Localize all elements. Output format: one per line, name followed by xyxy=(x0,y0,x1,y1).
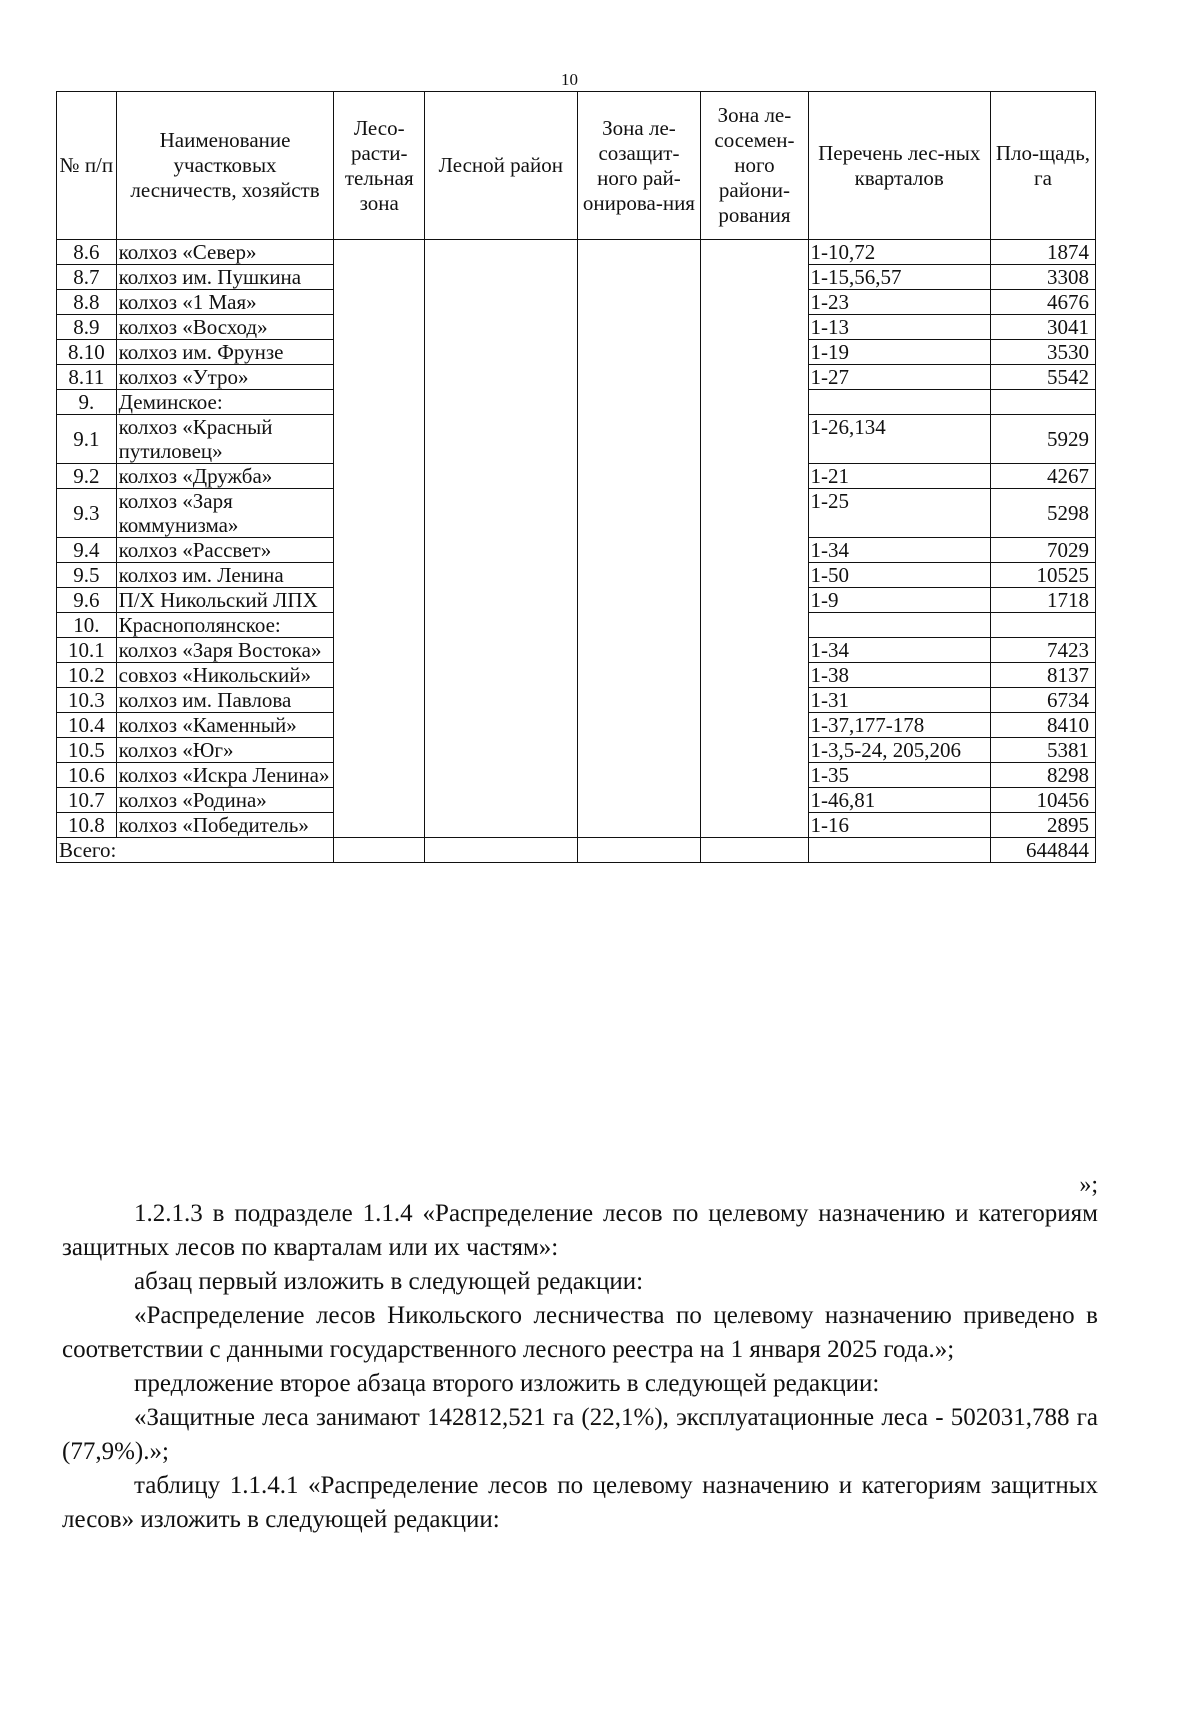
row-number: 10.8 xyxy=(57,813,117,838)
row-protection-zone xyxy=(577,638,701,663)
row-number: 10.4 xyxy=(57,713,117,738)
row-quarters: 1-50 xyxy=(808,563,990,588)
row-vegetation-zone xyxy=(334,713,425,738)
closing-quote: »; xyxy=(1079,1172,1098,1198)
row-protection-zone xyxy=(577,613,701,638)
row-area: 5542 xyxy=(990,365,1095,390)
paragraph: абзац первый изложить в следующей редакции: xyxy=(134,1268,644,1295)
row-number: 8.10 xyxy=(57,340,117,365)
row-seed-zone xyxy=(701,713,808,738)
paragraph: «Распределение лесов Никольского лесничества по целевому назначению приведено в соответствии с данными государственного лесного реестра на 1 января 2025 года.»; xyxy=(62,1302,1098,1363)
row-quarters: 1-3,5-24, 205,206 xyxy=(808,738,990,763)
row-name: колхоз им. Ленина xyxy=(116,563,334,588)
table-row xyxy=(57,613,1096,638)
row-vegetation-zone xyxy=(334,788,425,813)
row-seed-zone xyxy=(701,489,808,538)
row-area xyxy=(990,613,1095,638)
row-quarters: 1-38 xyxy=(808,663,990,688)
row-seed-zone xyxy=(701,290,808,315)
paragraph: таблицу 1.1.4.1 «Распределение лесов по целевому назначению и категориям защитных лесов» изложить в следующей редакции: xyxy=(62,1472,1098,1533)
row-protection-zone xyxy=(577,240,701,265)
row-forest-region xyxy=(425,788,578,813)
table-row xyxy=(57,340,1096,365)
row-name: колхоз им. Фрунзе xyxy=(116,340,334,365)
row-quarters: 1-26,134 xyxy=(808,415,990,464)
row-forest-region xyxy=(425,688,578,713)
row-quarters: 1-34 xyxy=(808,538,990,563)
row-area: 5929 xyxy=(990,415,1095,464)
table-row xyxy=(57,315,1096,340)
row-quarters: 1-34 xyxy=(808,638,990,663)
table-row xyxy=(57,813,1096,838)
row-number: 8.11 xyxy=(57,365,117,390)
row-protection-zone xyxy=(577,489,701,538)
row-forest-region xyxy=(425,763,578,788)
total-empty-cell xyxy=(701,838,808,863)
row-protection-zone xyxy=(577,415,701,464)
row-protection-zone xyxy=(577,788,701,813)
row-area: 1874 xyxy=(990,240,1095,265)
row-protection-zone xyxy=(577,563,701,588)
row-protection-zone xyxy=(577,365,701,390)
row-vegetation-zone xyxy=(334,240,425,265)
table-row xyxy=(57,788,1096,813)
row-protection-zone xyxy=(577,538,701,563)
row-number: 10.6 xyxy=(57,763,117,788)
row-forest-region xyxy=(425,390,578,415)
row-quarters: 1-25 xyxy=(808,489,990,538)
row-vegetation-zone xyxy=(334,365,425,390)
total-empty-cell xyxy=(334,838,425,863)
row-quarters: 1-9 xyxy=(808,588,990,613)
table-row xyxy=(57,265,1096,290)
row-forest-region xyxy=(425,588,578,613)
row-forest-region xyxy=(425,813,578,838)
row-seed-zone xyxy=(701,240,808,265)
row-forest-region xyxy=(425,613,578,638)
row-quarters: 1-19 xyxy=(808,340,990,365)
row-area: 3530 xyxy=(990,340,1095,365)
row-area: 5298 xyxy=(990,489,1095,538)
row-name: колхоз им. Павлова xyxy=(116,688,334,713)
row-forest-region xyxy=(425,563,578,588)
header-seed-zone: Зона ле-сосемен-ного райони-рования xyxy=(701,92,808,240)
row-name: Краснополянское: xyxy=(116,613,334,638)
table-row xyxy=(57,464,1096,489)
row-protection-zone xyxy=(577,315,701,340)
row-area: 8410 xyxy=(990,713,1095,738)
row-vegetation-zone xyxy=(334,663,425,688)
row-name: совхоз «Никольский» xyxy=(116,663,334,688)
row-name: колхоз «Утро» xyxy=(116,365,334,390)
row-name: колхоз «1 Мая» xyxy=(116,290,334,315)
row-name: колхоз «Родина» xyxy=(116,788,334,813)
row-seed-zone xyxy=(701,613,808,638)
table-row xyxy=(57,365,1096,390)
row-vegetation-zone xyxy=(334,638,425,663)
row-protection-zone xyxy=(577,688,701,713)
row-seed-zone xyxy=(701,538,808,563)
row-number: 9.3 xyxy=(57,489,117,538)
row-name: колхоз «Искра Ленина» xyxy=(116,763,334,788)
row-area: 5381 xyxy=(990,738,1095,763)
total-empty-cell xyxy=(425,838,578,863)
row-seed-zone xyxy=(701,663,808,688)
row-number: 10.7 xyxy=(57,788,117,813)
total-label: Всего: xyxy=(57,838,334,863)
row-forest-region xyxy=(425,365,578,390)
row-area: 10525 xyxy=(990,563,1095,588)
row-protection-zone xyxy=(577,390,701,415)
row-seed-zone xyxy=(701,638,808,663)
row-number: 9.2 xyxy=(57,464,117,489)
row-number: 9.4 xyxy=(57,538,117,563)
row-vegetation-zone xyxy=(334,738,425,763)
row-seed-zone xyxy=(701,788,808,813)
row-quarters: 1-35 xyxy=(808,763,990,788)
paragraph: 1.2.1.3 в подразделе 1.1.4 «Распределение лесов по целевому назначению и категориям защитных лесов по кварталам или их частям»: xyxy=(62,1200,1098,1261)
row-vegetation-zone xyxy=(334,315,425,340)
row-area: 3041 xyxy=(990,315,1095,340)
table-header-row xyxy=(57,92,1096,240)
row-area: 3308 xyxy=(990,265,1095,290)
row-vegetation-zone xyxy=(334,489,425,538)
row-protection-zone xyxy=(577,663,701,688)
row-name: колхоз «Победитель» xyxy=(116,813,334,838)
row-quarters xyxy=(808,613,990,638)
row-quarters: 1-37,177-178 xyxy=(808,713,990,738)
row-seed-zone xyxy=(701,265,808,290)
table-row xyxy=(57,290,1096,315)
row-protection-zone xyxy=(577,813,701,838)
row-number: 10.5 xyxy=(57,738,117,763)
row-seed-zone xyxy=(701,390,808,415)
row-vegetation-zone xyxy=(334,588,425,613)
row-name: колхоз «Красный путиловец» xyxy=(116,415,334,464)
table-row xyxy=(57,563,1096,588)
row-seed-zone xyxy=(701,813,808,838)
table-row xyxy=(57,713,1096,738)
row-name: колхоз «Юг» xyxy=(116,738,334,763)
row-vegetation-zone xyxy=(334,688,425,713)
row-name: колхоз «Рассвет» xyxy=(116,538,334,563)
row-name: колхоз «Заря Востока» xyxy=(116,638,334,663)
row-forest-region xyxy=(425,738,578,763)
row-name: колхоз «Север» xyxy=(116,240,334,265)
row-vegetation-zone xyxy=(334,464,425,489)
row-vegetation-zone xyxy=(334,613,425,638)
table-row xyxy=(57,663,1096,688)
page-number: 10 xyxy=(561,70,578,89)
row-quarters: 1-23 xyxy=(808,290,990,315)
row-quarters: 1-31 xyxy=(808,688,990,713)
row-forest-region xyxy=(425,663,578,688)
row-forest-region xyxy=(425,489,578,538)
row-area: 7423 xyxy=(990,638,1095,663)
row-forest-region xyxy=(425,415,578,464)
row-vegetation-zone xyxy=(334,763,425,788)
table-row xyxy=(57,588,1096,613)
row-seed-zone xyxy=(701,415,808,464)
header-vegetation-zone: Лесо-расти-тельная зона xyxy=(334,92,425,240)
header-quarters: Перечень лес-ных кварталов xyxy=(808,92,990,240)
row-forest-region xyxy=(425,638,578,663)
row-forest-region xyxy=(425,340,578,365)
row-area: 4676 xyxy=(990,290,1095,315)
table-row xyxy=(57,738,1096,763)
row-seed-zone xyxy=(701,763,808,788)
row-vegetation-zone xyxy=(334,390,425,415)
table-total-row xyxy=(57,838,1096,863)
table-row xyxy=(57,240,1096,265)
row-forest-region xyxy=(425,240,578,265)
row-forest-region xyxy=(425,315,578,340)
row-name: Деминское: xyxy=(116,390,334,415)
row-area: 4267 xyxy=(990,464,1095,489)
row-protection-zone xyxy=(577,340,701,365)
row-protection-zone xyxy=(577,738,701,763)
row-protection-zone xyxy=(577,763,701,788)
row-vegetation-zone xyxy=(334,340,425,365)
row-vegetation-zone xyxy=(334,813,425,838)
row-quarters: 1-27 xyxy=(808,365,990,390)
row-seed-zone xyxy=(701,738,808,763)
row-quarters: 1-21 xyxy=(808,464,990,489)
row-quarters: 1-13 xyxy=(808,315,990,340)
total-empty-cell xyxy=(808,838,990,863)
row-forest-region xyxy=(425,290,578,315)
row-area: 6734 xyxy=(990,688,1095,713)
table-row xyxy=(57,638,1096,663)
table-row xyxy=(57,390,1096,415)
header-number: № п/п xyxy=(57,92,117,240)
row-name: колхоз «Восход» xyxy=(116,315,334,340)
total-area: 644844 xyxy=(990,838,1095,863)
row-quarters: 1-16 xyxy=(808,813,990,838)
row-area: 8298 xyxy=(990,763,1095,788)
row-name: колхоз «Каменный» xyxy=(116,713,334,738)
row-forest-region xyxy=(425,538,578,563)
row-area: 2895 xyxy=(990,813,1095,838)
row-number: 10.2 xyxy=(57,663,117,688)
row-number: 10.3 xyxy=(57,688,117,713)
row-number: 8.9 xyxy=(57,315,117,340)
table-row xyxy=(57,688,1096,713)
row-protection-zone xyxy=(577,464,701,489)
paragraph: «Защитные леса занимают 142812,521 га (22,1%), эксплуатационные леса - 502031,788 га (77,9%).»; xyxy=(62,1404,1098,1465)
row-area: 8137 xyxy=(990,663,1095,688)
row-number: 8.8 xyxy=(57,290,117,315)
row-quarters: 1-10,72 xyxy=(808,240,990,265)
total-empty-cell xyxy=(577,838,701,863)
row-vegetation-zone xyxy=(334,415,425,464)
row-name: колхоз «Заря коммунизма» xyxy=(116,489,334,538)
row-protection-zone xyxy=(577,713,701,738)
row-area: 10456 xyxy=(990,788,1095,813)
row-seed-zone xyxy=(701,588,808,613)
row-seed-zone xyxy=(701,464,808,489)
row-number: 9.6 xyxy=(57,588,117,613)
row-vegetation-zone xyxy=(334,538,425,563)
row-seed-zone xyxy=(701,688,808,713)
row-number: 10.1 xyxy=(57,638,117,663)
row-seed-zone xyxy=(701,315,808,340)
row-area: 7029 xyxy=(990,538,1095,563)
row-number: 8.7 xyxy=(57,265,117,290)
header-name: Наименование участковых лесничеств, хозяйств xyxy=(116,92,334,240)
row-number: 9.1 xyxy=(57,415,117,464)
table-row xyxy=(57,489,1096,538)
row-number: 10. xyxy=(57,613,117,638)
row-vegetation-zone xyxy=(334,563,425,588)
header-protection-zone: Зона ле-созащит-ного рай-онирова-ния xyxy=(577,92,701,240)
row-number: 8.6 xyxy=(57,240,117,265)
row-vegetation-zone xyxy=(334,290,425,315)
paragraph: предложение второе абзаца второго изложить в следующей редакции: xyxy=(134,1370,880,1397)
row-forest-region xyxy=(425,713,578,738)
header-forest-region: Лесной район xyxy=(425,92,578,240)
row-quarters: 1-15,56,57 xyxy=(808,265,990,290)
row-protection-zone xyxy=(577,588,701,613)
row-name: колхоз им. Пушкина xyxy=(116,265,334,290)
row-forest-region xyxy=(425,265,578,290)
row-number: 9. xyxy=(57,390,117,415)
table-row xyxy=(57,763,1096,788)
row-seed-zone xyxy=(701,563,808,588)
row-protection-zone xyxy=(577,265,701,290)
row-number: 9.5 xyxy=(57,563,117,588)
table-row xyxy=(57,415,1096,464)
table-row xyxy=(57,538,1096,563)
row-forest-region xyxy=(425,464,578,489)
row-quarters xyxy=(808,390,990,415)
forest-districts-table xyxy=(56,91,1096,863)
row-vegetation-zone xyxy=(334,265,425,290)
row-protection-zone xyxy=(577,290,701,315)
row-seed-zone xyxy=(701,365,808,390)
row-quarters: 1-46,81 xyxy=(808,788,990,813)
table-body xyxy=(57,240,1096,863)
row-seed-zone xyxy=(701,340,808,365)
row-area: 1718 xyxy=(990,588,1095,613)
row-name: П/Х Никольский ЛПХ xyxy=(116,588,334,613)
row-area xyxy=(990,390,1095,415)
body-text xyxy=(62,1197,1098,1537)
header-area: Пло-щадь, га xyxy=(990,92,1095,240)
row-name: колхоз «Дружба» xyxy=(116,464,334,489)
